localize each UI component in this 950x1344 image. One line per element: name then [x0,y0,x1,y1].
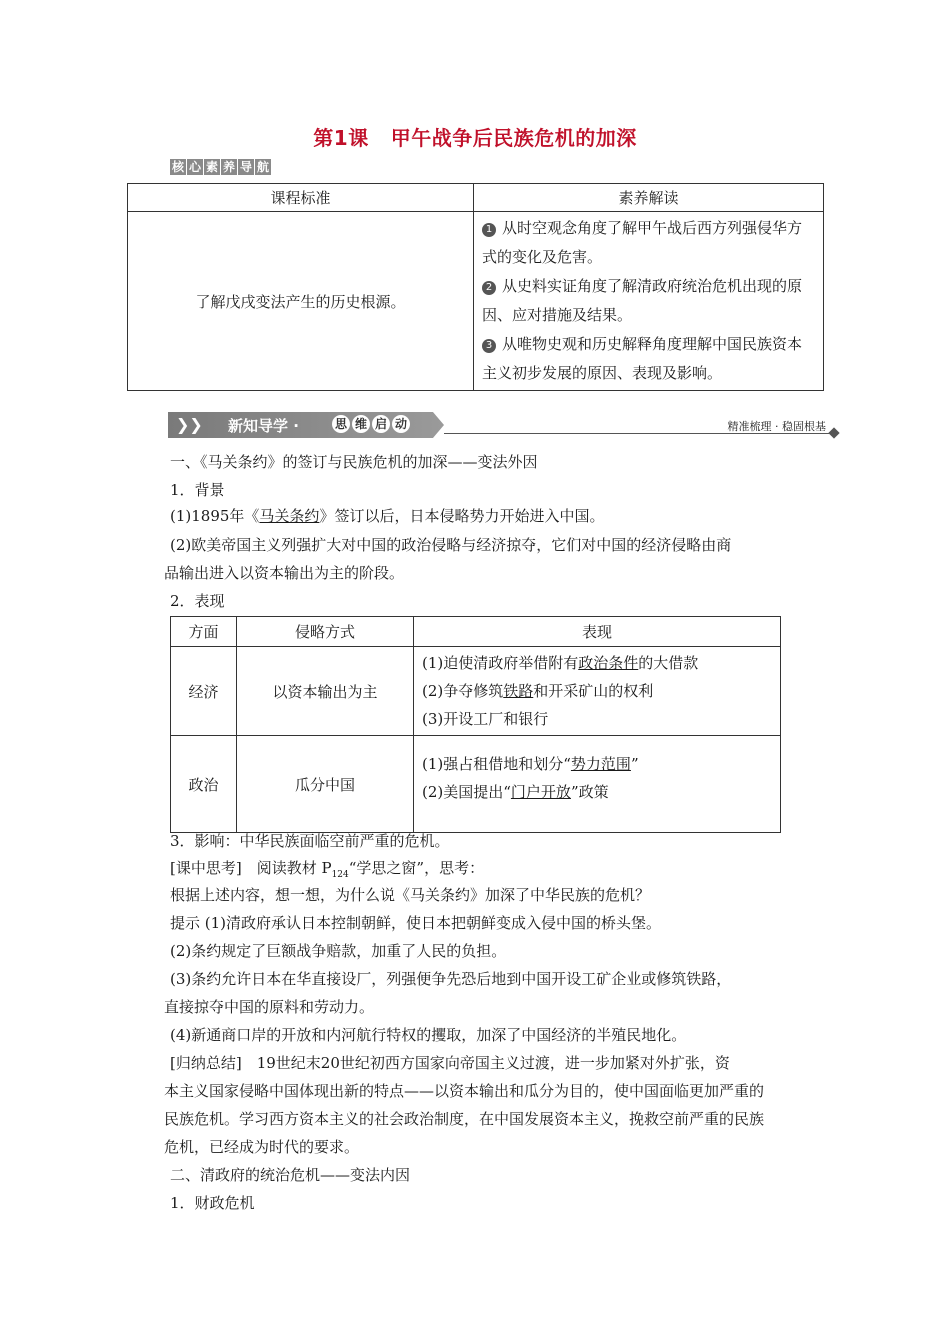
summary: [归纳总结] 19世纪末20世纪初西方国家向帝国主义过渡，进一步加紧对外扩张，资 [170,1054,730,1072]
manifest-line: (2)争夺修筑铁路和开采矿山的权利 [422,682,654,700]
subheading-fiscal-crisis: 1．财政危机 [170,1194,255,1212]
literacy-point: 2 从史料实证角度了解清政府统治危机出现的原因、应对措施及结果。 [482,277,803,324]
manifest-line: (1)迫使清政府举借附有政治条件的大借款 [422,654,699,672]
section1-heading: 一、《马关条约》的签订与民族危机的加深——变法外因 [170,453,538,471]
circle-char: 维 [352,415,370,433]
badge-char: 心 [188,160,201,174]
number-badge: 1 [482,223,496,237]
manifestation-politics [414,736,781,833]
underlined-term: 马关条约 [259,507,320,525]
paragraph: (1)1895年《马关条约》签订以后，日本侵略势力开始进入中国。 [170,507,605,525]
manifest-line: (2)美国提出“门户开放”政策 [422,783,609,801]
badge-char: 导 [239,160,252,174]
section-banner [168,412,838,440]
badge-char: 核 [171,160,184,174]
hint: 提示 (1)清政府承认日本控制朝鲜，使日本把朝鲜变成入侵中国的桥头堡。 [170,914,662,932]
summary: 本主义国家侵略中国体现出新的特点——以资本输出和瓜分为目的，使中国面临更加严重的 [164,1082,765,1100]
manifest-line: (1)强占租借地和划分“势力范围” [422,755,639,773]
core-literacy-badge [170,159,271,175]
summary: 民族危机。学习西方资本主义的社会政治制度，在中国发展资本主义，挽救空前严重的民族 [164,1110,765,1128]
manifest-line: (3)开设工厂和银行 [422,710,549,728]
hint: (2)条约规定了巨额战争赔款，加重了人民的负担。 [170,942,507,960]
paragraph: (2)欧美帝国主义列强扩大对中国的政治侵略与经济掠夺，它们对中国的经济侵略由商 [170,536,732,554]
aspect-politics: 政治 [171,736,237,833]
header-aspect: 方面 [171,617,237,647]
influence-text: 3．影响：中华民族面临空前严重的危机。 [170,832,450,850]
number-badge: 3 [482,339,496,353]
circle-char: 启 [372,415,390,433]
circle-char: 思 [332,415,350,433]
lesson-title: 甲午战争后民族危机的加深 [390,126,637,150]
subheading-manifestation: 2．表现 [170,592,225,610]
number-badge: 2 [482,281,496,295]
manifestation-economy [414,647,781,736]
header-manifestation: 表现 [414,617,781,647]
hint: 直接掠夺中国的原料和劳动力。 [164,998,375,1016]
hint: (4)新通商口岸的开放和内河航行特权的攫取，加深了中国经济的半殖民地化。 [170,1026,687,1044]
banner-text: 新知导学 · [228,417,299,435]
method-politics: 瓜分中国 [237,736,414,833]
method-economy: 以资本输出为主 [237,647,414,736]
literacy-point: 1 从时空观念角度了解甲午战后西方列强侵华方式的变化及危害。 [482,219,803,266]
subheading-background: 1．背景 [170,481,225,499]
aspect-economy: 经济 [171,647,237,736]
course-standard-text: 了解戊戌变法产生的历史根源。 [128,212,474,391]
hint: (3)条约允许日本在华直接设厂，列强便争先恐后地到中国开设工矿企业或修筑铁路， [170,970,732,988]
header-literacy-interpretation: 素养解读 [474,184,824,212]
banner-right-text: 精准梳理 · 稳固根基 [727,420,826,433]
lesson-number: 第1课 [313,126,369,150]
header-method: 侵略方式 [237,617,414,647]
question: 根据上述内容，想一想，为什么说《马关条约》加深了中华民族的危机？ [170,886,651,904]
section2-heading: 二、清政府的统治危机——变法内因 [170,1166,411,1184]
literacy-point: 3 从唯物史观和历史解释角度理解中国民族资本主义初步发展的原因、表现及影响。 [482,335,803,382]
header-course-standard: 课程标准 [128,184,474,212]
diamond-icon [828,427,839,438]
summary: 危机，已经成为时代的要求。 [164,1138,360,1156]
badge-char: 养 [222,160,235,174]
literacy-points [474,212,824,391]
badge-char: 航 [256,160,269,174]
think-prompt: [课中思考] 阅读教材 $P_{124}“$学思之窗”，思考： [170,859,485,880]
badge-char: 素 [205,160,218,174]
double-chevron-icon: ❯❯ [176,415,203,434]
banner-circles [332,415,410,433]
manifestation-table [170,616,781,833]
circle-char: 动 [392,415,410,433]
page-title [0,122,950,151]
standards-table [127,183,824,391]
paragraph: 品输出进入以资本输出为主的阶段。 [164,564,405,582]
